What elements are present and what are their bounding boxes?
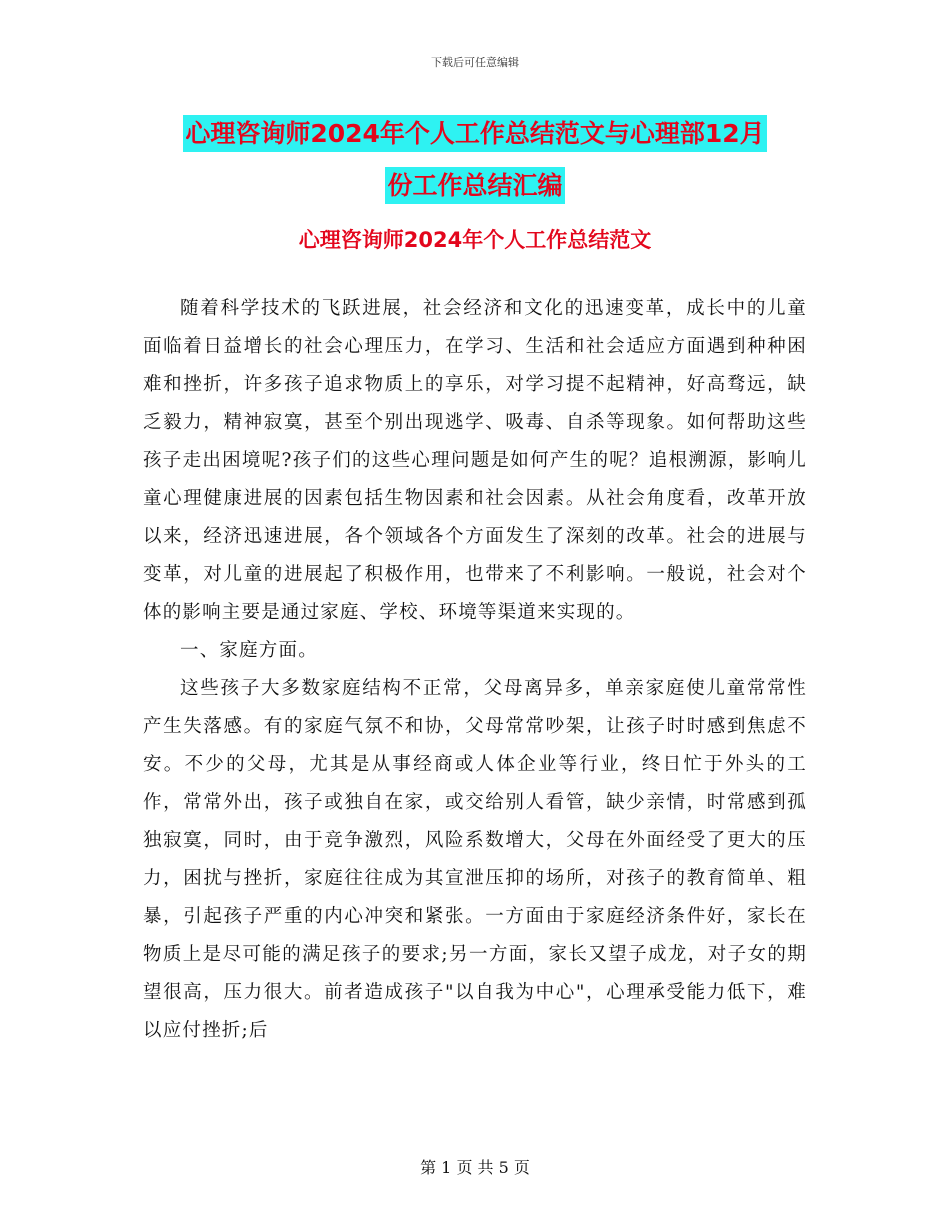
section-title: 心理咨询师2024年个人工作总结范文 — [298, 228, 652, 252]
document-title — [140, 108, 810, 212]
paragraph-heading: 一、家庭方面。 — [180, 640, 318, 661]
page-header-note: 下载后可任意编辑 — [431, 56, 519, 69]
page-number: 第 1 页 共 5 页 — [420, 1158, 530, 1177]
title-line-2: 份工作总结汇编 — [385, 167, 564, 204]
document-body — [143, 290, 807, 1050]
paragraph: 这些孩子大多数家庭结构不正常，父母离异多，单亲家庭使儿童常常性产生失落感。有的家庭气氛不和协，父母常常吵架，让孩子时时感到焦虑不安。不少的父母，尤其是从事经商或人体企业等行业，终日忙于外头的工作，常常外出，孩子或独自在家，或交给别人看管，缺少亲情，时常感到孤独寂寞，同时，由于竞争激烈，风险系数增大，父母在外面经受了更大的压力，困扰与挫折，家庭往往成为其宣泄压抑的场所，对孩子的教育简单、粗暴，引起孩子严重的内心冲突和紧张。一方面由于家庭经济条件好，家长在物质上是尽可能的满足孩子的要求;另一方面，家长又望子成龙，对子女的期望很高，压力很大。前者造成孩子"以自我为中心"，心理承受能力低下，难以应付挫折;后 — [143, 678, 807, 1041]
paragraph: 随着科学技术的飞跃进展，社会经济和文化的迅速变革，成长中的儿童面临着日益增长的社会心理压力，在学习、生活和社会适应方面遇到种种困难和挫折，许多孩子追求物质上的享乐，对学习提不起精神，好高骛远，缺乏毅力，精神寂寞，甚至个别出现逃学、吸毒、自杀等现象。如何帮助这些孩子走出困境呢?孩子们的这些心理问题是如何产生的呢？追根溯源，影响儿童心理健康进展的因素包括生物因素和社会因素。从社会角度看，改革开放以来，经济迅速进展，各个领域各个方面发生了深刻的改革。社会的进展与变革，对儿童的进展起了积极作用，也带来了不利影响。一般说，社会对个体的影响主要是通过家庭、学校、环境等渠道来实现的。 — [143, 298, 807, 623]
title-line-1: 心理咨询师2024年个人工作总结范文与心理部12月 — [183, 115, 766, 152]
